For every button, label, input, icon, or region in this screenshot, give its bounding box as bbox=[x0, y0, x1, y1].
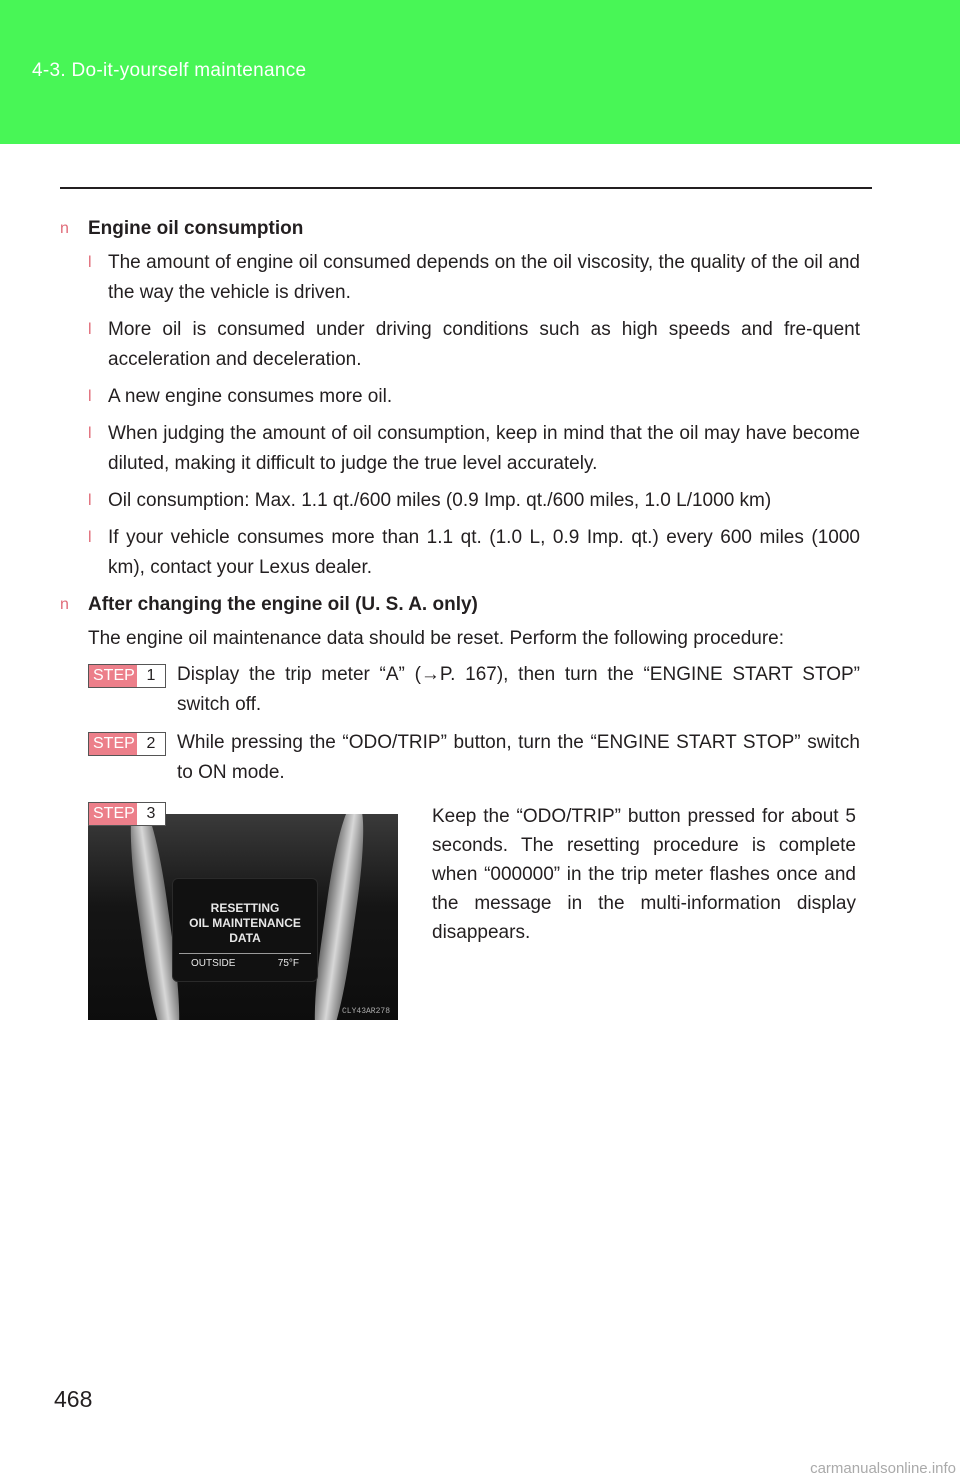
list-item-text: The amount of engine oil consumed depends on the oil viscosity, the quality of the oil and the way the vehicle is driven. bbox=[108, 252, 860, 303]
step-text: While pressing the “ODO/TRIP” button, turn the “ENGINE START STOP” switch to ON mode. bbox=[177, 732, 860, 783]
multi-information-display-image bbox=[88, 814, 398, 1020]
list-item bbox=[60, 523, 860, 583]
image-code: CLY43AR278 bbox=[341, 1007, 390, 1016]
step-label: STEP bbox=[89, 803, 137, 825]
page-number: 468 bbox=[54, 1386, 93, 1412]
display-screen bbox=[172, 878, 318, 982]
step-label: STEP bbox=[89, 665, 137, 687]
outside-temp: 75°F bbox=[277, 958, 299, 969]
step-number: 2 bbox=[137, 733, 165, 755]
step-text: Keep the “ODO/TRIP” button pressed for about 5 seconds. The resetting procedure is complete when “000000” in the trip meter flashes once and the message in the multi-information display disappears. bbox=[432, 806, 856, 943]
bullet-icon: l bbox=[88, 492, 92, 509]
step-badge bbox=[88, 664, 166, 688]
section-title: 4-3. Do-it-yourself maintenance bbox=[32, 60, 307, 81]
step-3 bbox=[60, 802, 860, 1016]
outside-temp-row bbox=[179, 953, 311, 971]
step-1 bbox=[60, 660, 860, 720]
consumption-heading-text: Engine oil consumption bbox=[88, 218, 304, 239]
outside-label: OUTSIDE bbox=[191, 958, 236, 969]
bullet-icon: l bbox=[88, 529, 92, 546]
list-item-text: Oil consumption: Max. 1.1 qt./600 miles (0.9 Imp. qt./600 miles, 1.0 L/1000 km) bbox=[108, 490, 772, 511]
bullet-icon: l bbox=[88, 388, 92, 405]
header-rule bbox=[60, 187, 872, 189]
display-line-2: OIL MAINTENANCE bbox=[189, 916, 301, 930]
step-number: 1 bbox=[137, 665, 165, 687]
after-change-intro: The engine oil maintenance data should be reset. Perform the following procedure: bbox=[88, 628, 785, 649]
list-item bbox=[60, 315, 860, 375]
list-item-text: If your vehicle consumes more than 1.1 qt. (1.0 L, 0.9 Imp. qt.) every 600 miles (1000 km), contact your Lexus dealer. bbox=[108, 527, 860, 578]
after-change-heading-text: After changing the engine oil (U. S. A. only) bbox=[88, 594, 478, 615]
after-change-heading bbox=[60, 590, 860, 620]
consumption-heading bbox=[60, 214, 860, 244]
bullet-icon: l bbox=[88, 254, 92, 271]
section-marker-icon: n bbox=[60, 596, 69, 613]
consumption-list bbox=[60, 248, 860, 583]
list-item-text: More oil is consumed under driving conditions such as high speeds and fre-quent acceleration and deceleration. bbox=[108, 319, 860, 370]
step-text: Display the trip meter “A” (→P. 167), then turn the “ENGINE START STOP” switch off. bbox=[177, 664, 860, 715]
list-item bbox=[60, 486, 860, 516]
list-item bbox=[60, 419, 860, 479]
section-marker-icon: n bbox=[60, 220, 69, 237]
step-label: STEP bbox=[89, 733, 137, 755]
watermark: carmanualsonline.info bbox=[810, 1460, 956, 1477]
display-line-1: RESETTING bbox=[210, 901, 280, 915]
list-item-text: A new engine consumes more oil. bbox=[108, 386, 393, 407]
list-item-text: When judging the amount of oil consumption, keep in mind that the oil may have become diluted, making it difficult to judge the true level accurately. bbox=[108, 423, 860, 474]
list-item bbox=[60, 382, 860, 412]
step-2 bbox=[60, 728, 860, 788]
bullet-icon: l bbox=[88, 425, 92, 442]
display-line-3: DATA bbox=[229, 931, 261, 945]
page-content bbox=[60, 214, 860, 1016]
step-badge bbox=[88, 732, 166, 756]
step-badge bbox=[88, 802, 166, 826]
bullet-icon: l bbox=[88, 321, 92, 338]
step-number: 3 bbox=[137, 803, 165, 825]
list-item bbox=[60, 248, 860, 308]
